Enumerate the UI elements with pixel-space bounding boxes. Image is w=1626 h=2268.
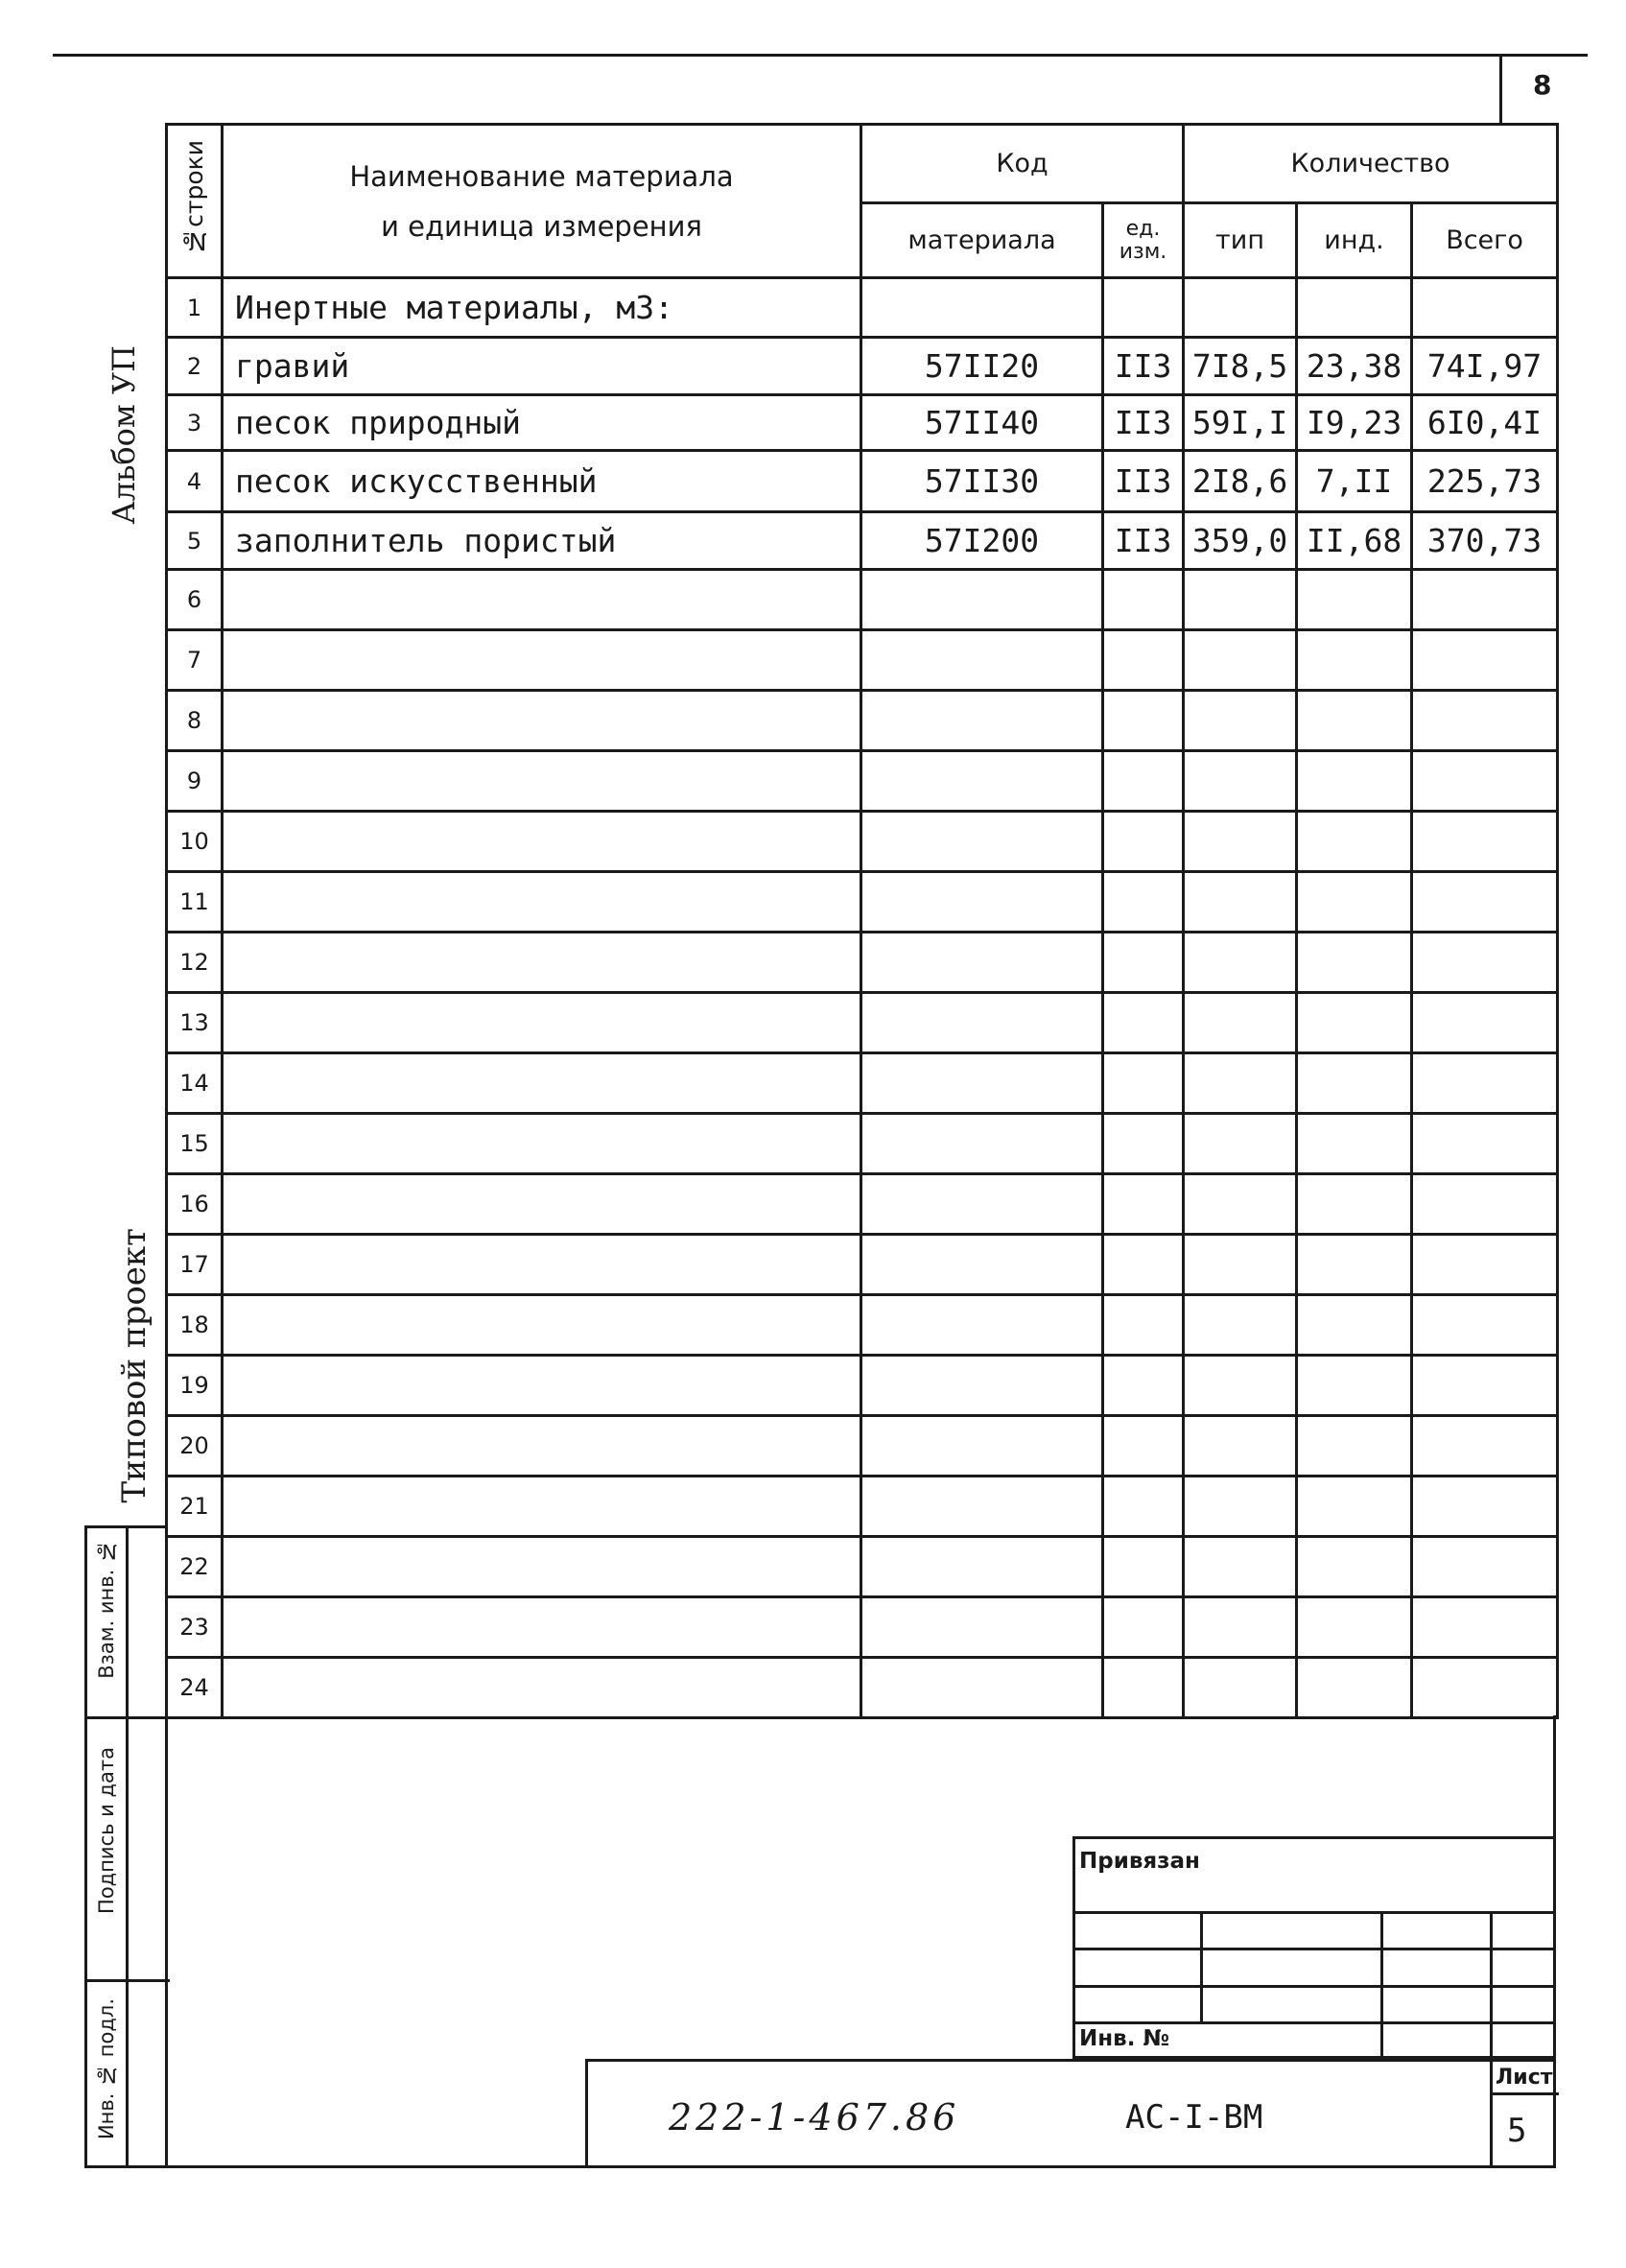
qty-ind (1297, 1174, 1412, 1235)
qty-type (1184, 1053, 1297, 1114)
material-name (223, 933, 861, 993)
qty-type: 2I8,6 (1184, 451, 1297, 512)
unit-code (1103, 1597, 1184, 1658)
inv-orig-label: Инв. № подл. (95, 1998, 118, 2140)
unit-code (1103, 630, 1184, 691)
qty-type (1184, 1174, 1297, 1235)
unit-code (1103, 278, 1184, 338)
qty-total (1412, 1114, 1558, 1174)
table-row (167, 1174, 1558, 1235)
document-number: 222-1-467.86 (669, 2096, 960, 2138)
project-label: Типовой проект (115, 1228, 153, 1503)
material-name (223, 993, 861, 1053)
row-number: 20 (167, 1416, 223, 1477)
header-qty-total: Всего (1412, 203, 1558, 278)
unit-code (1103, 1053, 1184, 1114)
table-row (167, 338, 1558, 395)
row-number: 14 (167, 1053, 223, 1114)
row-number: 22 (167, 1537, 223, 1597)
page-number: 8 (1533, 69, 1552, 101)
qty-ind (1297, 1477, 1412, 1537)
header-name: Наименование материала и единица измерения (223, 125, 861, 278)
qty-total: 225,73 (1412, 451, 1558, 512)
qty-type (1184, 630, 1297, 691)
qty-type (1184, 751, 1297, 812)
row-number: 2 (167, 338, 223, 395)
material-code (861, 570, 1103, 630)
qty-ind: 7,II (1297, 451, 1412, 512)
unit-code (1103, 1537, 1184, 1597)
material-name (223, 812, 861, 872)
material-name (223, 1053, 861, 1114)
qty-total (1412, 1658, 1558, 1718)
qty-total: 74I,97 (1412, 338, 1558, 395)
unit-code (1103, 993, 1184, 1053)
material-code (861, 1537, 1103, 1597)
table-row (167, 570, 1558, 630)
qty-type (1184, 1295, 1297, 1356)
qty-type: 7I8,5 (1184, 338, 1297, 395)
material-code: 57II30 (861, 451, 1103, 512)
material-code (861, 812, 1103, 872)
qty-total (1412, 1416, 1558, 1477)
qty-ind (1297, 872, 1412, 933)
qty-total (1412, 872, 1558, 933)
sign-date-label: Подпись и дата (95, 1747, 118, 1914)
material-code (861, 1114, 1103, 1174)
material-name (223, 630, 861, 691)
material-code (861, 691, 1103, 751)
replace-inv-label: Взам. инв. № (95, 1540, 118, 1679)
material-name (223, 1295, 861, 1356)
qty-total (1412, 1597, 1558, 1658)
material-code (861, 1416, 1103, 1477)
unit-code (1103, 1416, 1184, 1477)
table-row (167, 278, 1558, 338)
material-name (223, 1356, 861, 1416)
attached-label: Привязан (1079, 1849, 1200, 1874)
qty-type (1184, 1477, 1297, 1537)
qty-ind (1297, 570, 1412, 630)
table-row (167, 1235, 1558, 1295)
qty-type: 59I,I (1184, 395, 1297, 451)
table-row (167, 933, 1558, 993)
qty-type (1184, 872, 1297, 933)
qty-type (1184, 570, 1297, 630)
qty-ind (1297, 1114, 1412, 1174)
table-row (167, 1356, 1558, 1416)
material-name (223, 1235, 861, 1295)
table-row (167, 395, 1558, 451)
material-name (223, 1477, 861, 1537)
table-row (167, 451, 1558, 512)
unit-code (1103, 1295, 1184, 1356)
qty-ind (1297, 933, 1412, 993)
row-number: 4 (167, 451, 223, 512)
row-number: 16 (167, 1174, 223, 1235)
qty-type (1184, 1537, 1297, 1597)
row-number: 9 (167, 751, 223, 812)
row-number: 5 (167, 512, 223, 570)
material-name (223, 1174, 861, 1235)
sheet-number: 5 (1507, 2112, 1527, 2150)
qty-total (1412, 1295, 1558, 1356)
material-code (861, 933, 1103, 993)
table-row (167, 1053, 1558, 1114)
material-name (223, 872, 861, 933)
materials-table (165, 123, 1559, 1719)
table-row (167, 1537, 1558, 1597)
table-row (167, 512, 1558, 570)
header-code: Код (861, 125, 1184, 203)
qty-type (1184, 1597, 1297, 1658)
material-name (223, 751, 861, 812)
inv-no-label: Инв. № (1079, 2026, 1170, 2051)
qty-total (1412, 933, 1558, 993)
material-name: Инертные материалы, м3: (223, 278, 861, 338)
material-name: песок природный (223, 395, 861, 451)
qty-total (1412, 1537, 1558, 1597)
table-row (167, 812, 1558, 872)
frame-left (165, 1715, 168, 2168)
row-number: 19 (167, 1356, 223, 1416)
material-code (861, 1235, 1103, 1295)
table-row (167, 691, 1558, 751)
material-code (861, 1597, 1103, 1658)
row-number: 11 (167, 872, 223, 933)
qty-ind (1297, 751, 1412, 812)
row-number: 21 (167, 1477, 223, 1537)
table-row (167, 630, 1558, 691)
qty-ind (1297, 812, 1412, 872)
qty-total (1412, 1356, 1558, 1416)
row-number: 23 (167, 1597, 223, 1658)
header-row-number: №строки (167, 125, 223, 278)
material-code (861, 1053, 1103, 1114)
qty-ind (1297, 278, 1412, 338)
row-number: 10 (167, 812, 223, 872)
row-number: 15 (167, 1114, 223, 1174)
header-code-unit: ед. изм. (1103, 203, 1184, 278)
material-name: заполнитель пористый (223, 512, 861, 570)
header-quantity: Количество (1184, 125, 1558, 203)
qty-ind (1297, 1597, 1412, 1658)
qty-total: 6I0,4I (1412, 395, 1558, 451)
material-name (223, 1597, 861, 1658)
qty-total (1412, 1477, 1558, 1537)
unit-code (1103, 1235, 1184, 1295)
unit-code: II3 (1103, 395, 1184, 451)
table-row (167, 1416, 1558, 1477)
qty-ind: II,68 (1297, 512, 1412, 570)
qty-total (1412, 570, 1558, 630)
unit-code (1103, 751, 1184, 812)
qty-ind (1297, 630, 1412, 691)
qty-ind (1297, 1053, 1412, 1114)
row-number: 18 (167, 1295, 223, 1356)
qty-type (1184, 1416, 1297, 1477)
qty-type (1184, 1235, 1297, 1295)
qty-total (1412, 812, 1558, 872)
qty-ind (1297, 1658, 1412, 1718)
qty-total (1412, 1053, 1558, 1114)
material-code (861, 751, 1103, 812)
qty-type (1184, 278, 1297, 338)
unit-code (1103, 872, 1184, 933)
material-name: песок искусственный (223, 451, 861, 512)
qty-total (1412, 691, 1558, 751)
qty-ind: I9,23 (1297, 395, 1412, 451)
material-name (223, 570, 861, 630)
table-row (167, 1295, 1558, 1356)
unit-code: II3 (1103, 451, 1184, 512)
material-code (861, 1295, 1103, 1356)
material-code (861, 1477, 1103, 1537)
qty-type (1184, 993, 1297, 1053)
qty-ind (1297, 1235, 1412, 1295)
material-name (223, 691, 861, 751)
material-code (861, 278, 1103, 338)
sheet-label: Лист (1496, 2066, 1553, 2090)
qty-ind (1297, 1416, 1412, 1477)
material-code: 57II40 (861, 395, 1103, 451)
qty-total (1412, 1174, 1558, 1235)
header-qty-type: тип (1184, 203, 1297, 278)
material-code: 57II20 (861, 338, 1103, 395)
row-number: 8 (167, 691, 223, 751)
top-rule (53, 54, 1588, 57)
document-code: АС-I-ВМ (1125, 2098, 1263, 2137)
material-code (861, 993, 1103, 1053)
qty-ind: 23,38 (1297, 338, 1412, 395)
page-number-divider (1499, 54, 1502, 123)
table-row (167, 1658, 1558, 1718)
row-number: 13 (167, 993, 223, 1053)
table-row (167, 872, 1558, 933)
material-name (223, 1114, 861, 1174)
unit-code (1103, 1477, 1184, 1537)
row-number: 1 (167, 278, 223, 338)
material-name: гравий (223, 338, 861, 395)
qty-total (1412, 278, 1558, 338)
qty-total (1412, 1235, 1558, 1295)
material-name (223, 1537, 861, 1597)
unit-code (1103, 570, 1184, 630)
unit-code: II3 (1103, 512, 1184, 570)
qty-type: 359,0 (1184, 512, 1297, 570)
qty-type (1184, 1356, 1297, 1416)
header-qty-ind: инд. (1297, 203, 1412, 278)
qty-type (1184, 1114, 1297, 1174)
material-name (223, 1658, 861, 1718)
unit-code (1103, 691, 1184, 751)
unit-code (1103, 1356, 1184, 1416)
unit-code (1103, 1114, 1184, 1174)
row-number: 17 (167, 1235, 223, 1295)
row-number: 7 (167, 630, 223, 691)
row-number: 3 (167, 395, 223, 451)
margin-stamp (84, 1525, 167, 2168)
qty-ind (1297, 993, 1412, 1053)
qty-total (1412, 993, 1558, 1053)
table-row (167, 1477, 1558, 1537)
qty-ind (1297, 1295, 1412, 1356)
unit-code: II3 (1103, 338, 1184, 395)
unit-code (1103, 1174, 1184, 1235)
qty-type (1184, 812, 1297, 872)
table-row (167, 993, 1558, 1053)
material-code (861, 630, 1103, 691)
row-number: 6 (167, 570, 223, 630)
material-name (223, 1416, 861, 1477)
material-code: 57I200 (861, 512, 1103, 570)
material-code (861, 1174, 1103, 1235)
table-row (167, 1597, 1558, 1658)
table-row (167, 1114, 1558, 1174)
unit-code (1103, 812, 1184, 872)
qty-total (1412, 630, 1558, 691)
qty-total: 370,73 (1412, 512, 1558, 570)
qty-total (1412, 751, 1558, 812)
qty-type (1184, 691, 1297, 751)
table-row (167, 751, 1558, 812)
row-number: 24 (167, 1658, 223, 1718)
qty-type (1184, 1658, 1297, 1718)
qty-type (1184, 933, 1297, 993)
unit-code (1103, 1658, 1184, 1718)
document-title-block (585, 2059, 1556, 2168)
attached-block (1072, 1836, 1556, 2059)
material-code (861, 872, 1103, 933)
header-code-material: материала (861, 203, 1103, 278)
qty-ind (1297, 691, 1412, 751)
qty-ind (1297, 1537, 1412, 1597)
row-number: 12 (167, 933, 223, 993)
material-code (861, 1356, 1103, 1416)
album-label: Альбом УП (106, 345, 142, 525)
unit-code (1103, 933, 1184, 993)
material-code (861, 1658, 1103, 1718)
qty-ind (1297, 1356, 1412, 1416)
